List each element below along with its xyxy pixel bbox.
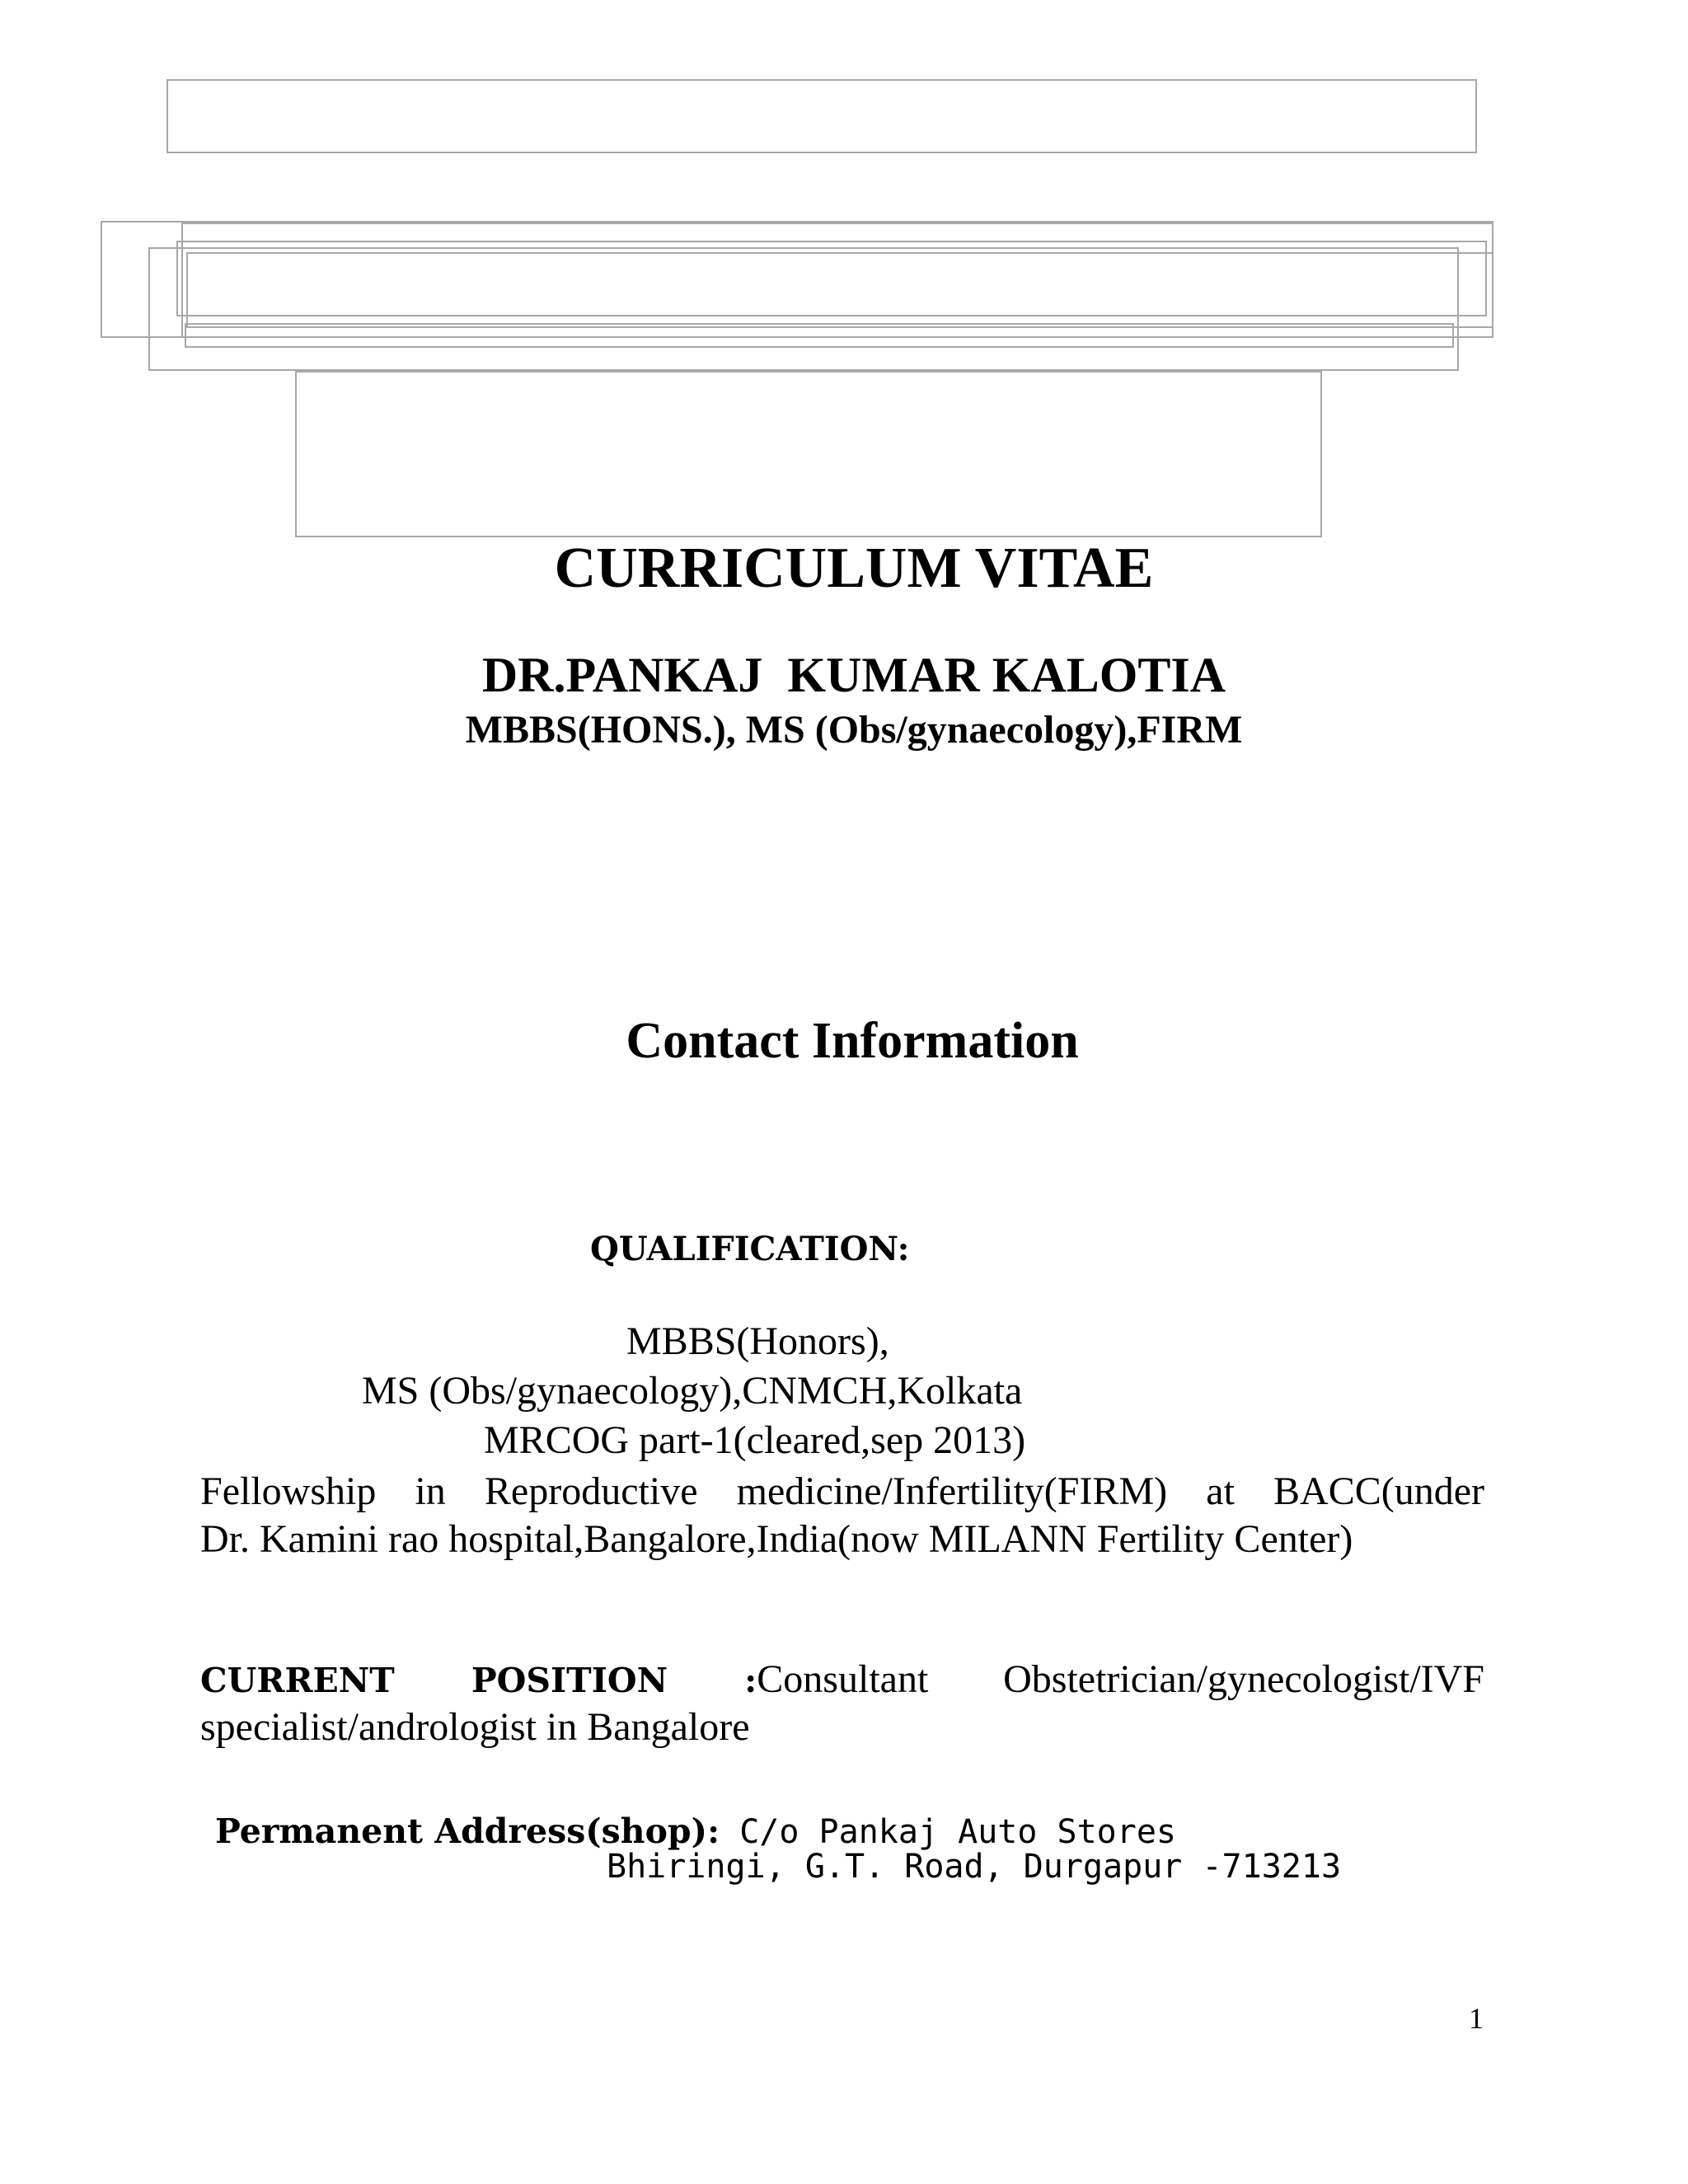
qualification-line-2: MS (Obs/gynaecology),CNMCH,Kolkata <box>362 1369 1023 1413</box>
current-position-label: CURRENT POSITION : <box>200 1661 757 1700</box>
header-frame-bottom <box>295 371 1322 537</box>
doctor-name: DR.PANKAJ KUMAR KALOTIA <box>481 648 1226 702</box>
qualification-line-4: Fellowship in Reproductive medicine/Infertility(FIRM) at BACC(under <box>200 1469 1484 1513</box>
current-position-line-2: specialist/andrologist in Bangalore <box>200 1705 750 1749</box>
page-number: 1 <box>1469 2002 1484 2035</box>
qualification-heading: QUALIFICATION: <box>590 1230 910 1268</box>
qualification-line-1: MBBS(Honors), <box>626 1319 889 1363</box>
contact-information-heading: Contact Information <box>626 1013 1079 1069</box>
current-position-line-1 <box>200 1655 1484 1705</box>
qualification-line-3: MRCOG part-1(cleared,sep 2013) <box>484 1418 1026 1462</box>
header-frame-top <box>166 79 1477 153</box>
doctor-degrees: MBBS(HONS.), MS (Obs/gynaecology),FIRM <box>465 708 1243 752</box>
qualification-line-5: Dr. Kamini rao hospital,Bangalore,India(now MILANN Fertility Center) <box>200 1517 1353 1561</box>
permanent-address-label: Permanent Address(shop): <box>215 1811 720 1851</box>
current-position-value: Consultant Obstetrician/gynecologist/IVF <box>757 1657 1484 1701</box>
header-frame-strip <box>185 323 1454 348</box>
permanent-address-value-1: C/o Pankaj Auto Stores <box>720 1813 1177 1851</box>
cv-title: CURRICULUM VITAE <box>554 537 1154 600</box>
header-frame-inner <box>186 252 1493 328</box>
permanent-address-line-1 <box>209 1797 1176 1851</box>
permanent-address-line-2: Bhiringi, G.T. Road, Durgapur -713213 <box>607 1848 1342 1886</box>
